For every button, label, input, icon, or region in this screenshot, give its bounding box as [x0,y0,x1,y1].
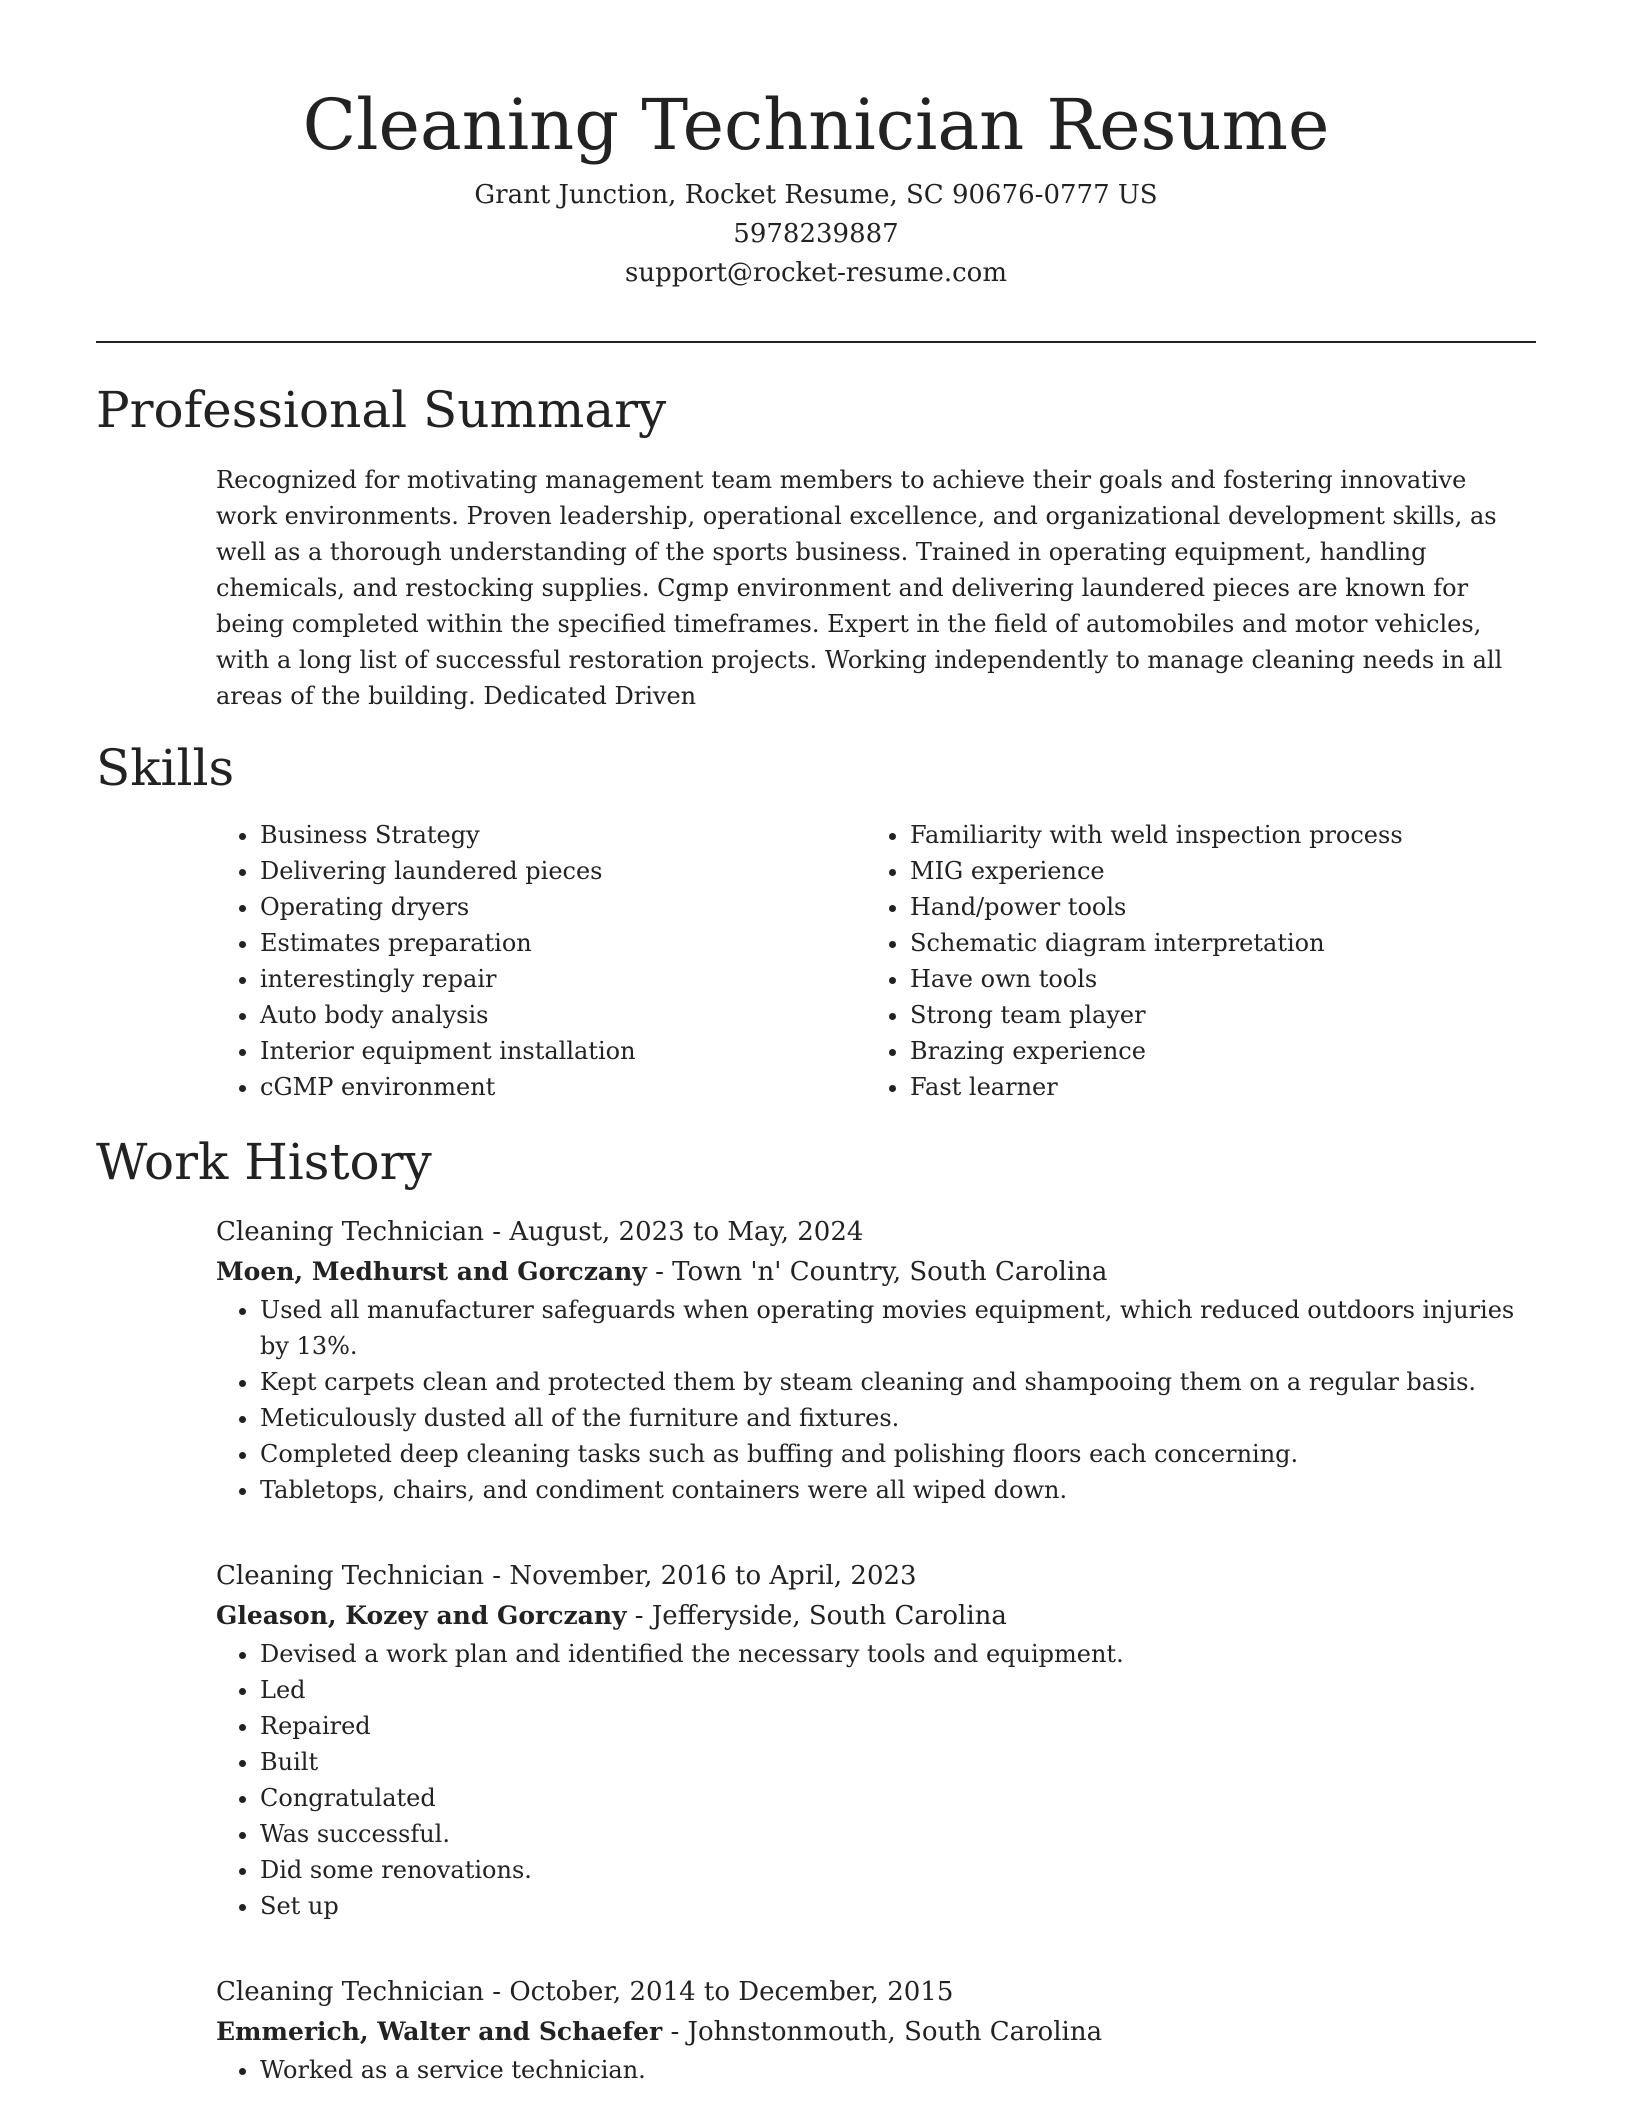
job-duty: • Did some renovations. [260,1852,1516,1888]
job-dates: - November, 2016 to April, 2023 [484,1561,917,1591]
job-duty: • Repaired [260,1708,1516,1744]
skill-item: • Interior equipment installation [260,1033,866,1069]
job-role: Cleaning Technician [216,1977,485,2007]
job-duty: • Devised a work plan and identified the necessary tools and equipment. [260,1636,1516,1672]
job-duty: • Used all manufacturer safeguards when operating movies equipment, which reduced outdoors injuries by 13%. [260,1292,1516,1364]
job-duties [216,2052,1516,2088]
section-title-summary: Professional Summary [96,381,667,439]
skill-item: • MIG experience [910,853,1516,889]
job-company-line [216,2012,1516,2052]
job-location: - Jefferyside, South Carolina [626,1601,1007,1631]
job-heading [216,1556,1516,1596]
skill-item: • interestingly repair [260,961,866,997]
job-duty: • Led [260,1672,1516,1708]
skills-column-left [216,817,866,1105]
job-duty: • Kept carpets clean and protected them by steam cleaning and shampooing them on a regular basis. [260,1364,1516,1400]
job-duty: • Worked as a service technician. [260,2052,1516,2088]
job-heading [216,1972,1516,2012]
skill-item: • cGMP environment [260,1069,866,1105]
job-duties [216,1292,1516,1508]
job-duty: • Congratulated [260,1780,1516,1816]
section-title-skills: Skills [96,739,235,797]
job-company: Emmerich, Walter and Schaefer [216,2017,663,2046]
resume-title: Cleaning Technician Resume [302,84,1330,166]
job-entry [216,1212,1516,1508]
skill-item: • Strong team player [910,997,1516,1033]
skill-item: • Operating dryers [260,889,866,925]
job-company: Gleason, Kozey and Gorczany [216,1601,627,1630]
resume-header [96,80,1536,293]
skill-item: • Estimates preparation [260,925,866,961]
skill-item: • Delivering laundered pieces [260,853,866,889]
skill-item: • Fast learner [910,1069,1516,1105]
job-role: Cleaning Technician [216,1561,485,1591]
skill-item: • Have own tools [910,961,1516,997]
skills-list [216,817,1516,1105]
contact-address: Grant Junction, Rocket Resume, SC 90676-0777 US [474,180,1158,210]
skill-item: • Brazing experience [910,1033,1516,1069]
job-location: - Town 'n' Country, South Carolina [646,1257,1108,1287]
skill-item: • Hand/power tools [910,889,1516,925]
section-title-work-history: Work History [96,1133,432,1191]
job-dates: - August, 2023 to May, 2024 [484,1217,864,1247]
contact-phone: 5978239887 [733,219,899,249]
job-company: Moen, Medhurst and Gorczany [216,1257,647,1286]
contact-info [96,176,1536,293]
job-duties [216,1636,1516,1924]
skill-item: • Business Strategy [260,817,866,853]
skills-column-right [866,817,1516,1105]
job-entry [216,1556,1516,1924]
job-company-line [216,1252,1516,1292]
job-duty: • Set up [260,1888,1516,1924]
contact-email: support@rocket-resume.com [624,258,1007,288]
job-heading [216,1212,1516,1252]
job-duty: • Built [260,1744,1516,1780]
skill-item: • Schematic diagram interpretation [910,925,1516,961]
summary-text: Recognized for motivating management team members to achieve their goals and fostering innovative work environments. Proven leadership, operational excellence, and organizational development skills, as well as a thorough understanding of the sports business. Trained in operating equipment, handling chemicals, and restocking supplies. Cgmp environment and delivering laundered pieces are known for being completed within the specified timeframes. Expert in the field of automobiles and motor vehicles, with a long list of successful restoration projects. Working independently to manage cleaning needs in all areas of the building. Dedicated Driven [216,466,1503,710]
job-duty: • Completed deep cleaning tasks such as buffing and polishing floors each concerning. [260,1436,1516,1472]
job-duty: • Was successful. [260,1816,1516,1852]
header-divider [96,341,1536,343]
skill-item: • Auto body analysis [260,997,866,1033]
summary-section [216,462,1516,714]
job-entry [216,1972,1516,2088]
job-company-line [216,1596,1516,1636]
job-duty: • Tabletops, chairs, and condiment containers were all wiped down. [260,1472,1516,1508]
job-dates: - October, 2014 to December, 2015 [484,1977,954,2007]
job-role: Cleaning Technician [216,1217,485,1247]
skill-item: • Familiarity with weld inspection process [910,817,1516,853]
job-location: - Johnstonmouth, South Carolina [662,2017,1103,2047]
job-duty: • Meticulously dusted all of the furniture and fixtures. [260,1400,1516,1436]
